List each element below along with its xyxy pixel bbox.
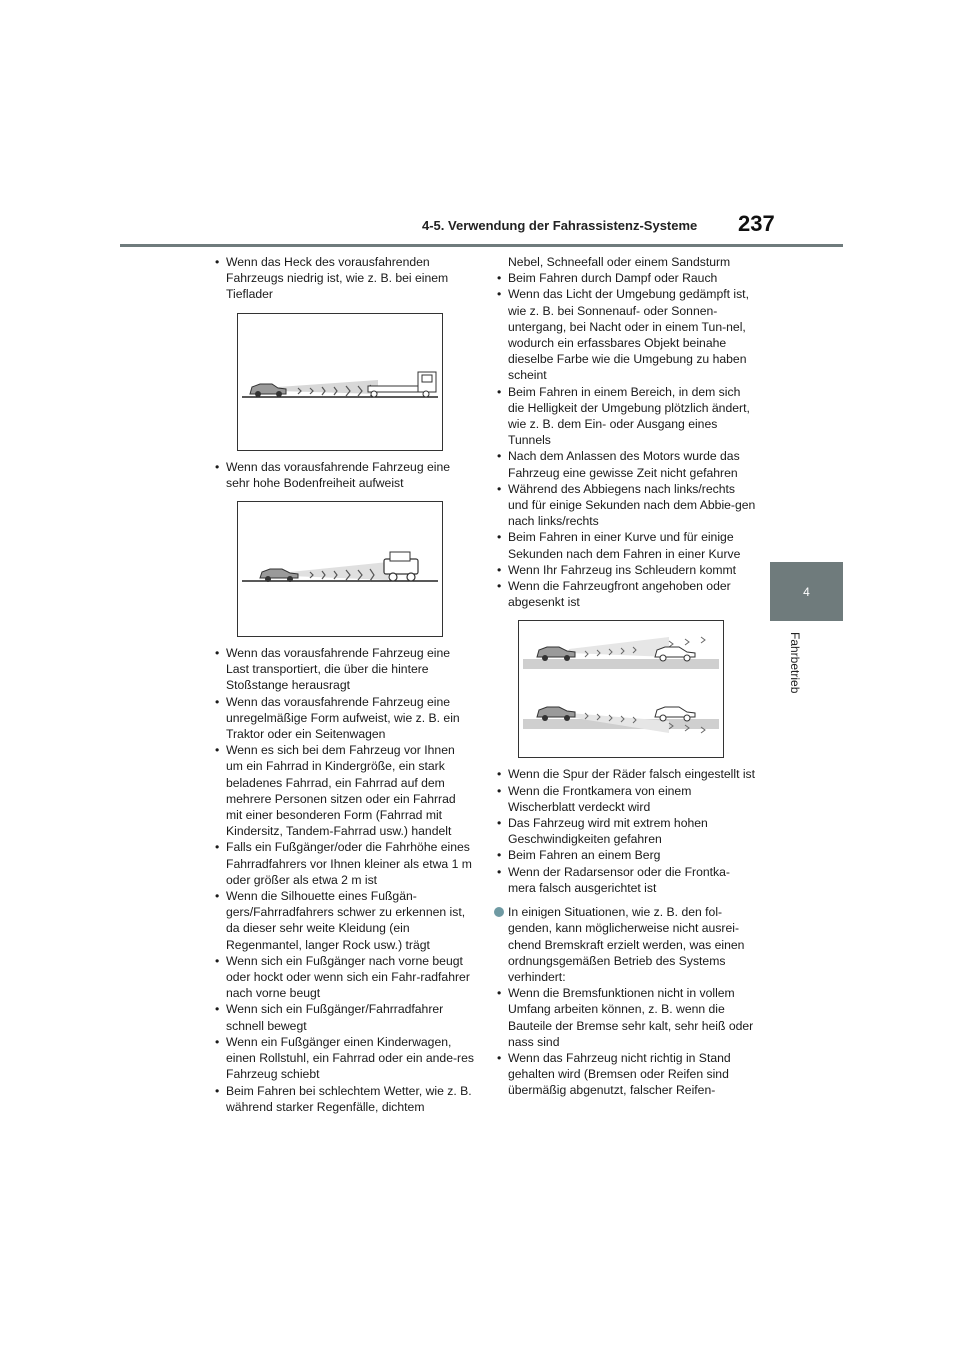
note-paragraph — [494, 904, 756, 985]
bullet-list — [212, 459, 474, 491]
list-item: • Wenn die Silhouette eines Fußgän-gers/Fahrradfahrers schwer zu erkennen ist, da dieser sehr weite Kleidung (ein Regenmantel, langer Rock usw.) trägt — [212, 888, 474, 953]
header-divider — [120, 244, 843, 247]
list-item: • Nach dem Anlassen des Motors wurde das Fahrzeug eine gewisse Zeit nicht gefahren — [494, 448, 756, 480]
chapter-tab[interactable] — [770, 562, 843, 621]
page-number: 237 — [738, 211, 775, 236]
list-item: • Beim Fahren bei schlechtem Wetter, wie z. B. während starker Regenfälle, dichtem — [212, 1083, 474, 1115]
chapter-number: 4 — [803, 584, 810, 599]
list-item: • Beim Fahren in einem Bereich, in dem sich die Helligkeit der Umgebung plötzlich ändert, wie z. B. dem Ein- oder Ausgang eines Tunnels — [494, 384, 756, 449]
list-item: • Wenn Ihr Fahrzeug ins Schleudern kommt — [494, 562, 756, 578]
list-item: • Wenn sich ein Fußgänger/Fahrradfahrer schnell bewegt — [212, 1001, 474, 1033]
section-title: 4-5. Verwendung der Fahrassistenz-Systeme — [422, 218, 698, 233]
list-item: • Falls ein Fußgänger/oder die Fahrhöhe eines Fahrradfahrers vor Ihnen kleiner als etwa 1 m oder größer als etwa 2 m ist — [212, 839, 474, 888]
list-item: • Wenn das vorausfahrende Fahrzeug eine sehr hohe Bodenfreiheit aufweist — [212, 459, 474, 491]
illustration-vehicle-pitch — [518, 620, 724, 758]
illustration-low-trailer — [237, 313, 443, 451]
list-item: • Wenn das vorausfahrende Fahrzeug eine Last transportiert, die über die hintere Stoßstange herausragt — [212, 645, 474, 694]
list-item: • Wenn das Licht der Umgebung gedämpft ist, wie z. B. bei Sonnenauf- oder Sonnen-untergang, bei Nacht oder in einem Tun-nel, wodurch ein erfassbares Objekt beinahe dieselbe Farbe wie die Umgebung zu haben scheint — [494, 286, 756, 383]
left-column — [212, 254, 474, 1115]
list-item: • Wenn es sich bei dem Fahrzeug vor Ihnen um ein Fahrrad in Kindergröße, ein stark beladenes Fahrrad, ein Fahrrad auf dem mehrere Personen sitzen oder ein Fahrrad mit einer besonderen Form (Fahrrad mit Kindersitz, Tandem-Fahrrad usw.) handelt — [212, 742, 474, 839]
bullet-list — [494, 985, 756, 1098]
list-item: • Wenn die Fahrzeugfront angehoben oder abgesenkt ist — [494, 578, 756, 610]
list-item: • Während des Abbiegens nach links/rechts und für einige Sekunden nach dem Abbie-gen nach links/rechts — [494, 481, 756, 530]
continued-text: Nebel, Schneefall oder einem Sandsturm — [508, 255, 731, 269]
list-item: • Wenn sich ein Fußgänger nach vorne beugt oder hockt oder wenn sich ein Fahr-radfahrer nach vorne beugt — [212, 953, 474, 1002]
list-item: • Beim Fahren an einem Berg — [494, 847, 756, 863]
list-item: • Beim Fahren in einer Kurve und für einige Sekunden nach dem Fahren in einer Kurve — [494, 529, 756, 561]
bullet-list — [494, 766, 756, 896]
illustration-high-clearance — [237, 501, 443, 637]
list-item: • Wenn der Radarsensor oder die Frontka-mera falsch ausgerichtet ist — [494, 864, 756, 896]
list-item: • Wenn das vorausfahrende Fahrzeug eine unregelmäßige Form aufweist, wie z. B. ein Traktor oder ein Seitenwagen — [212, 694, 474, 743]
list-item: • Wenn das Fahrzeug nicht richtig in Stand gehalten wird (Bremsen oder Reifen sind übermäßig abgenutzt, falscher Reifen- — [494, 1050, 756, 1099]
list-item: • Beim Fahren durch Dampf oder Rauch — [494, 270, 756, 286]
bullet-list — [212, 645, 474, 1115]
bullet-list — [494, 270, 756, 610]
bullet-list — [212, 254, 474, 303]
list-item: • Wenn die Spur der Räder falsch eingestellt ist — [494, 766, 756, 782]
list-item: • Wenn ein Fußgänger einen Kinderwagen, einen Rollstuhl, ein Fahrrad oder ein ande-res Fahrzeug schiebt — [212, 1034, 474, 1083]
list-item: • Wenn die Frontkamera von einem Wischerblatt verdeckt wird — [494, 783, 756, 815]
list-item: • Das Fahrzeug wird mit extrem hohen Geschwindigkeiten gefahren — [494, 815, 756, 847]
chapter-label: Fahrbetrieb — [788, 632, 802, 694]
list-item: • Wenn das Heck des vorausfahrenden Fahrzeugs niedrig ist, wie z. B. bei einem Tieflader — [212, 254, 474, 303]
right-column — [494, 254, 756, 1099]
note-bullet-icon — [494, 907, 504, 917]
note-text: In einigen Situationen, wie z. B. den fol-genden, kann möglicherweise nicht ausrei-chend Bremskraft erzielt werden, was einen ordnungsgemäßen Betrieb des Systems verhindert: — [508, 905, 745, 984]
list-item: • Wenn die Bremsfunktionen nicht in vollem Umfang arbeiten können, z. B. wenn die Bauteile der Bremse sehr kalt, sehr heiß oder nass sind — [494, 985, 756, 1050]
